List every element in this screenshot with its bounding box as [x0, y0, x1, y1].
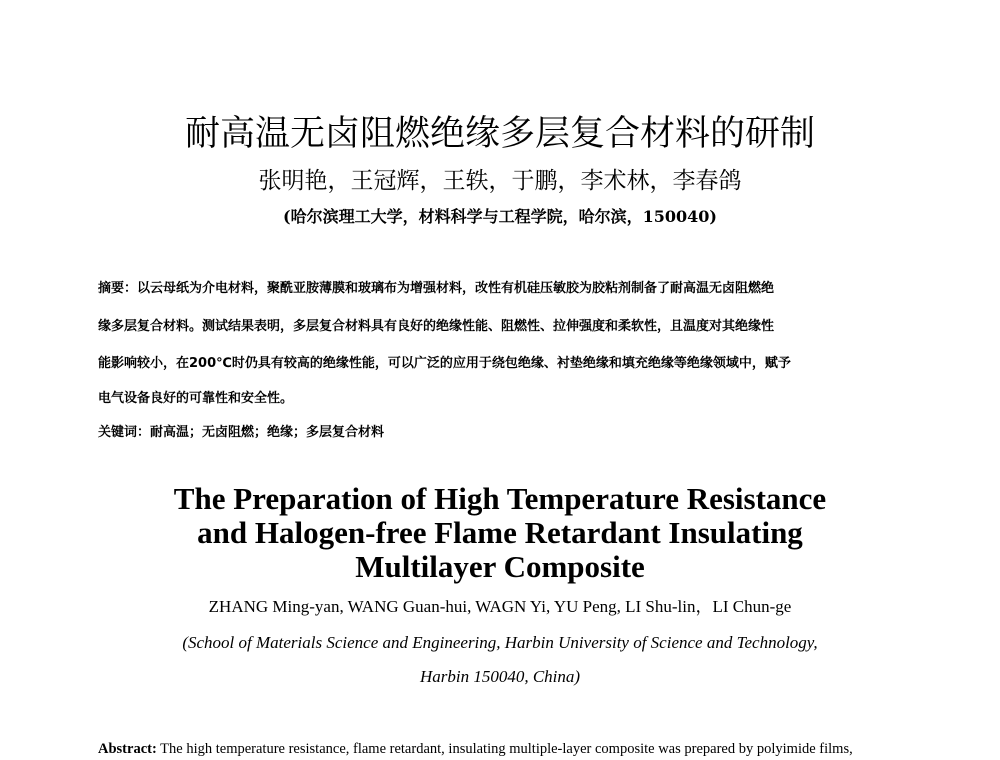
- chinese-abstract-line-2: 缘多层复合材料。测试结果表明，多层复合材料具有良好的绝缘性能、阻燃性、拉伸强度和柔软性，且温度对其绝缘性: [98, 319, 775, 334]
- chinese-affiliation: (哈尔滨理工大学，材料科学与工程学院，哈尔滨，150040): [283, 207, 717, 226]
- english-title-line-3: Multilayer Composite: [355, 549, 645, 584]
- english-authors: ZHANG Ming-yan, WANG Guan-hui, WAGN Yi, YU Peng, LI Shu-lin，LI Chun-ge: [208, 597, 792, 616]
- chinese-authors: 张明艳，王冠辉，王轶，于鹏，李术林，李春鸽: [258, 168, 742, 194]
- english-title-line-1: The Preparation of High Temperature Resistance: [173, 481, 827, 516]
- english-abstract-label: Abstract:: [98, 741, 157, 757]
- english-abstract-text: The high temperature resistance, flame retardant, insulating multiple-layer composite was prepared by polyimide films,: [156, 741, 853, 757]
- english-title-line-2: and Halogen-free Flame Retardant Insulating: [197, 515, 803, 550]
- chinese-abstract-line-4: 电气设备良好的可靠性和安全性。: [98, 391, 294, 406]
- english-affiliation-line-2: Harbin 150040, China): [419, 667, 581, 686]
- chinese-keywords: [98, 424, 384, 442]
- chinese-abstract-text: 以云母纸为介电材料，聚酰亚胺薄膜和玻璃布为增强材料，改性有机硅压敏胶为胶粘剂制备了耐高温无卤阻燃绝: [137, 281, 775, 296]
- chinese-abstract-line-1: [98, 280, 774, 298]
- chinese-abstract-label: 摘要：: [98, 281, 138, 296]
- english-abstract-line-1: [98, 740, 853, 758]
- chinese-keywords-label: 关键词：: [98, 425, 151, 440]
- chinese-abstract-line-3: 能影响较小，在200℃时仍具有较高的绝缘性能，可以广泛的应用于绕包绝缘、衬垫绝缘和填充绝缘等绝缘领域中，赋予: [98, 356, 791, 371]
- chinese-keywords-text: 耐高温；无卤阻燃；绝缘；多层复合材料: [150, 425, 385, 440]
- english-affiliation-line-1: (School of Materials Science and Engineering, Harbin University of Science and Technology,: [182, 633, 818, 652]
- chinese-title: 耐高温无卤阻燃绝缘多层复合材料的研制: [184, 114, 815, 154]
